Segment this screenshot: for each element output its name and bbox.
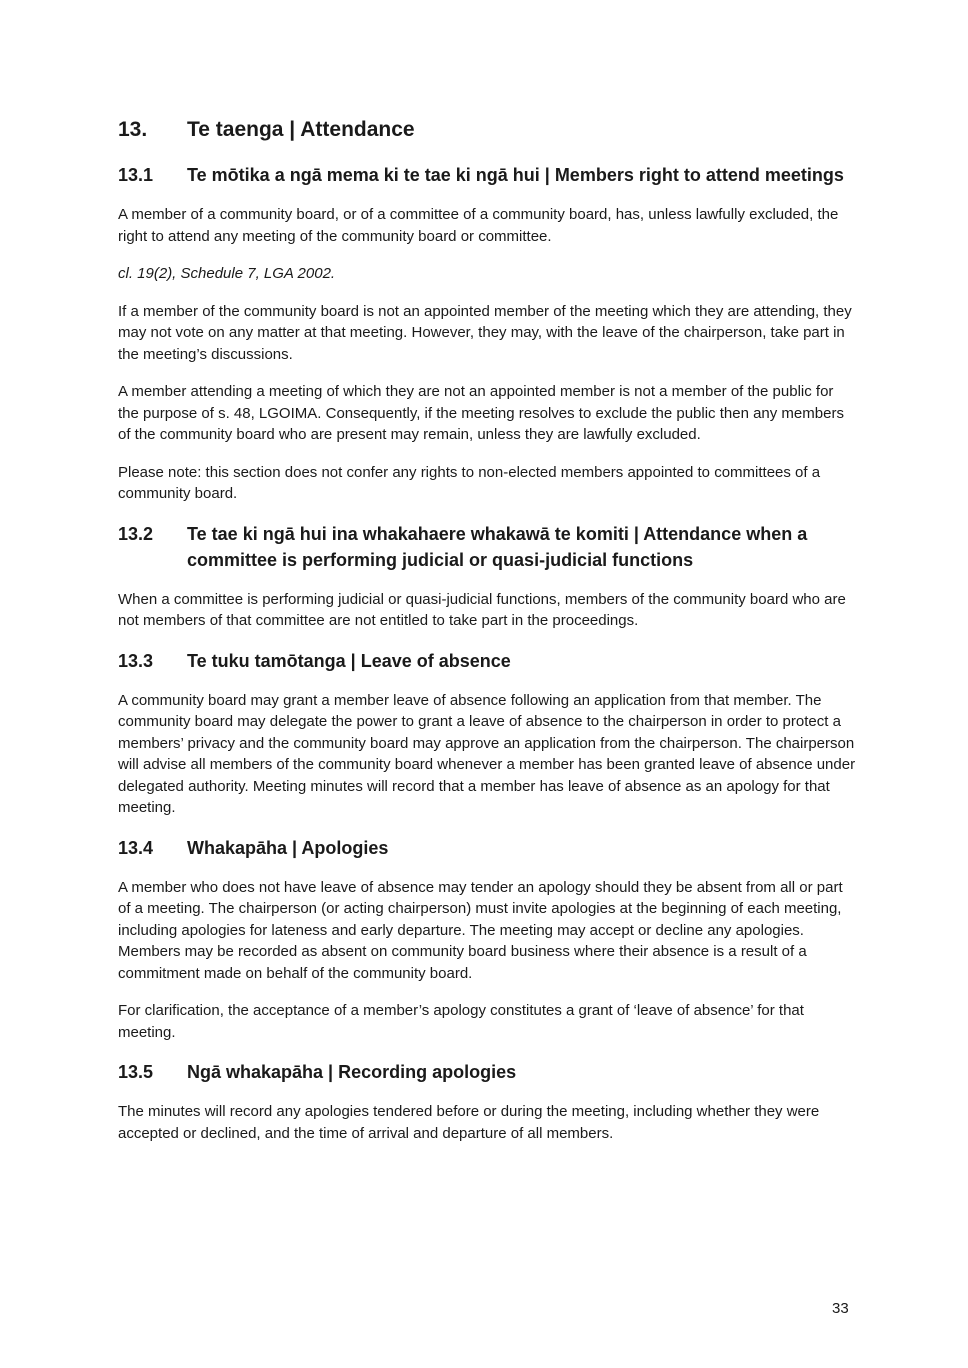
subsection-title: Whakapāha | Apologies — [187, 837, 389, 858]
citation: cl. 19(2), Schedule 7, LGA 2002. — [118, 265, 336, 282]
subsection-title: Te tuku tamōtanga | Leave of absence — [187, 650, 511, 671]
subsection-number: 13.4 — [118, 837, 154, 858]
paragraph: The minutes will record any apologies tendered before or during the meeting, including whether they were accepted or declined, and the time of arrival and departure of all members. — [118, 1103, 820, 1142]
paragraph: If a member of the community board is not an appointed member of the meeting which they are attending, they may not vote on any matter at that meeting. However, they may, with the leave of the chairperson, take part in the meeting’s discussions. — [118, 302, 852, 363]
section-title: Te taenga | Attendance — [187, 118, 415, 141]
paragraph: A community board may grant a member leave of absence following an application from that member. The community board may delegate the power to grant a leave of absence to the chairperson in order to protect a members’ privacy and the community board may approve an application from the chairperson. The chairperson will advise all members of the community board whenever a member has been granted leave of absence under delegated authority. Meeting minutes will record that a member has leave of absence as an apology for that meeting. — [118, 691, 856, 816]
subsection-number: 13.1 — [118, 165, 154, 185]
subsection-number: 13.2 — [118, 523, 154, 544]
subsection-title: Ngā whakapāha | Recording apologies — [187, 1062, 517, 1082]
paragraph: A member of a community board, or of a committee of a community board, has, unless lawfully excluded, the right to attend any meeting of the community board or committee. — [118, 206, 839, 245]
document-page — [118, 116, 856, 1160]
subsection-title: Te mōtika a ngā mema ki te tae ki ngā hui | Members right to attend meetings — [187, 165, 844, 185]
subsection-heading-13-1 — [118, 162, 856, 188]
paragraph: For clarification, the acceptance of a member’s apology constitutes a grant of ‘leave of absence’ for that meeting. — [118, 1002, 804, 1041]
subsection-heading-13-3 — [118, 648, 856, 674]
subsection-heading-13-4 — [118, 835, 856, 861]
paragraph: When a committee is performing judicial or quasi-judicial functions, members of the community board who are not members of that committee are not entitled to take part in the proceedings. — [118, 590, 846, 629]
subsection-title: Te tae ki ngā hui ina whakahaere whakawā te komiti | Attendance when a committee is performing judicial or quasi-judicial functions — [187, 523, 808, 570]
subsection-heading-13-2 — [118, 521, 856, 573]
section-heading — [118, 116, 856, 144]
paragraph: Please note: this section does not confer any rights to non-elected members appointed to committees of a community board. — [118, 463, 821, 502]
subsection-number: 13.5 — [118, 1062, 154, 1082]
subsection-heading-13-5 — [118, 1059, 856, 1085]
subsection-number: 13.3 — [118, 650, 154, 671]
page-number: 33 — [832, 1300, 849, 1317]
section-number: 13. — [118, 118, 148, 141]
paragraph: A member who does not have leave of absence may tender an apology should they be absent from all or part of a meeting. The chairperson (or acting chairperson) must invite apologies at the beginning of each meeting, including apologies for lateness and early departure. The meeting may accept or decline any apologies. Members may be recorded as absent on community board business where their absence is a result of a commitment made on behalf of the community board. — [118, 878, 843, 982]
paragraph: A member attending a meeting of which they are not an appointed member is not a member of the public for the purpose of s. 48, LGOIMA. Consequently, if the meeting resolves to exclude the public then any members of the community board who are present may remain, unless they are lawfully excluded. — [118, 383, 844, 443]
